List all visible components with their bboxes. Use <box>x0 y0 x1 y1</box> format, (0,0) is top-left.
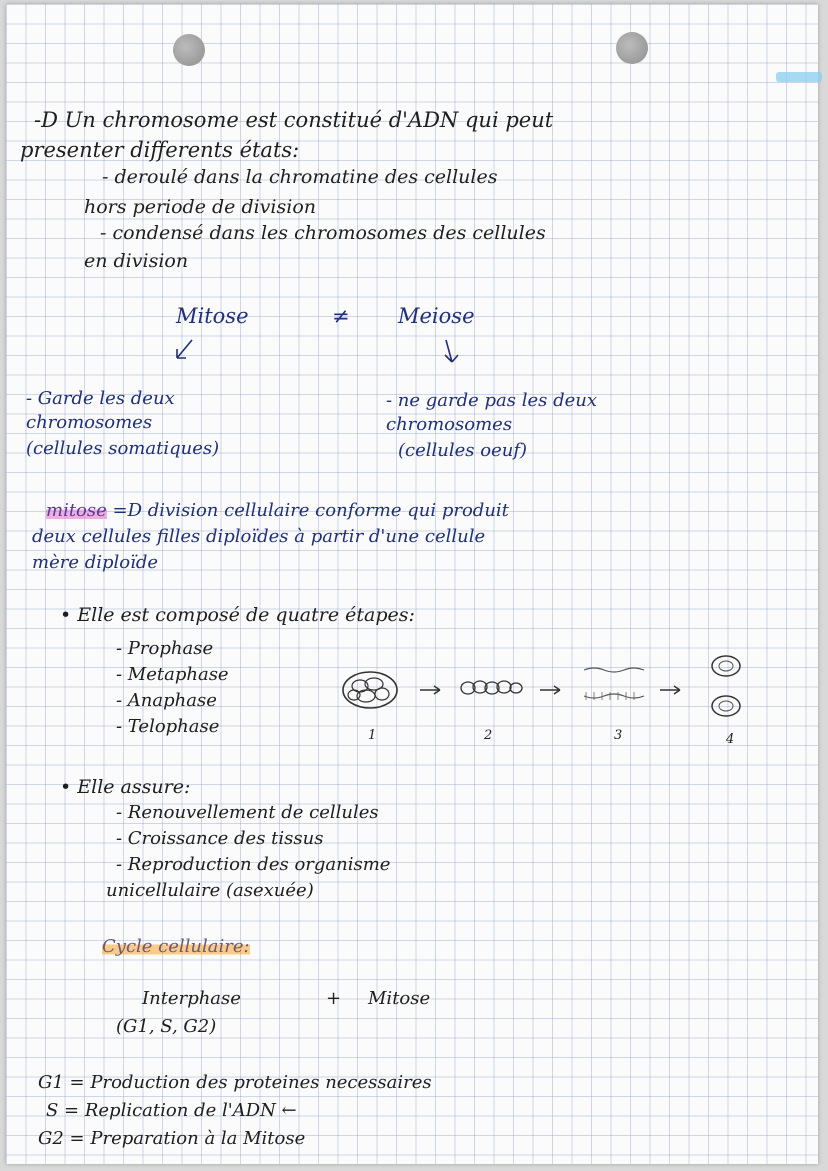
role-renewal: - Renouvellement de cellules <box>116 802 379 823</box>
highlighted-cycle-title: Cycle cellulaire: <box>102 936 250 957</box>
mitose-point-2: chromosomes <box>26 412 153 433</box>
step-anaphase: - Anaphase <box>116 690 217 711</box>
stage-label-1: 1 <box>368 728 377 743</box>
phase-def-g2: G2 = Preparation à la Mitose <box>38 1128 306 1149</box>
blue-highlighter-mark <box>776 72 822 82</box>
stage-label-2: 2 <box>484 728 493 743</box>
phase-def-g1: G1 = Production des proteines necessaires <box>38 1072 432 1093</box>
step-telophase: - Telophase <box>116 716 220 737</box>
arrow-left-down-icon <box>172 338 196 364</box>
definition-line-1 <box>46 500 509 521</box>
meiose-point-1: - ne garde pas les deux <box>386 390 598 411</box>
intro-line-3: - deroulé dans la chromatine des cellules <box>102 166 498 188</box>
punch-hole-left <box>173 34 205 66</box>
cycle-plus: + <box>326 988 342 1009</box>
mitose-point-1: - Garde les deux <box>26 388 175 409</box>
notebook-page <box>6 4 818 1164</box>
cycle-interphase: Interphase <box>142 988 241 1009</box>
role-growth: - Croissance des tissus <box>116 828 324 849</box>
cycle-phases: (G1, S, G2) <box>116 1016 217 1037</box>
roles-intro: • Elle assure: <box>60 776 191 798</box>
stage-label-3: 3 <box>614 728 623 743</box>
meiose-title: Meiose <box>398 304 475 328</box>
steps-intro: • Elle est composé de quatre étapes: <box>60 604 415 626</box>
definition-line-2: deux cellules filles diploïdes à partir d'une cellule <box>32 526 486 547</box>
intro-line-6: en division <box>84 250 189 272</box>
cycle-mitose: Mitose <box>368 988 431 1009</box>
role-reproduction-cont: unicellulaire (asexuée) <box>106 880 314 901</box>
intro-line-4: hors periode de division <box>84 196 316 218</box>
step-metaphase: - Metaphase <box>116 664 229 685</box>
mitose-point-3: (cellules somatiques) <box>26 438 220 459</box>
prophase-sketch <box>340 668 400 712</box>
metaphase-sketch <box>456 676 526 700</box>
step-prophase: - Prophase <box>116 638 214 659</box>
definition-line-1-text: =D division cellulaire conforme qui produit <box>112 500 509 521</box>
meiose-point-3: (cellules oeuf) <box>398 440 527 461</box>
arrow-right-down-icon <box>440 338 464 368</box>
definition-line-3: mère diploïde <box>32 552 159 573</box>
not-equal-symbol: ≠ <box>332 304 350 328</box>
punch-hole-right <box>616 32 648 64</box>
meiose-point-2: chromosomes <box>386 414 513 435</box>
intro-line-1: -D Un chromosome est constitué d'ADN qui peut <box>34 108 554 132</box>
cycle-title <box>102 936 250 957</box>
telophase-sketch <box>704 652 748 722</box>
arrow-right-icon <box>658 684 684 696</box>
mitose-title: Mitose <box>176 304 249 328</box>
intro-line-2: presenter differents états: <box>20 138 300 162</box>
intro-line-5: - condensé dans les chromosomes des cellules <box>100 222 546 244</box>
highlighted-term-mitose: mitose <box>46 500 107 521</box>
phase-def-s: S = Replication de l'ADN ← <box>46 1100 297 1121</box>
arrow-right-icon <box>418 684 444 696</box>
role-reproduction: - Reproduction des organisme <box>116 854 391 875</box>
stage-label-4: 4 <box>726 732 735 747</box>
arrow-right-icon <box>538 684 564 696</box>
anaphase-sketch <box>580 664 650 708</box>
